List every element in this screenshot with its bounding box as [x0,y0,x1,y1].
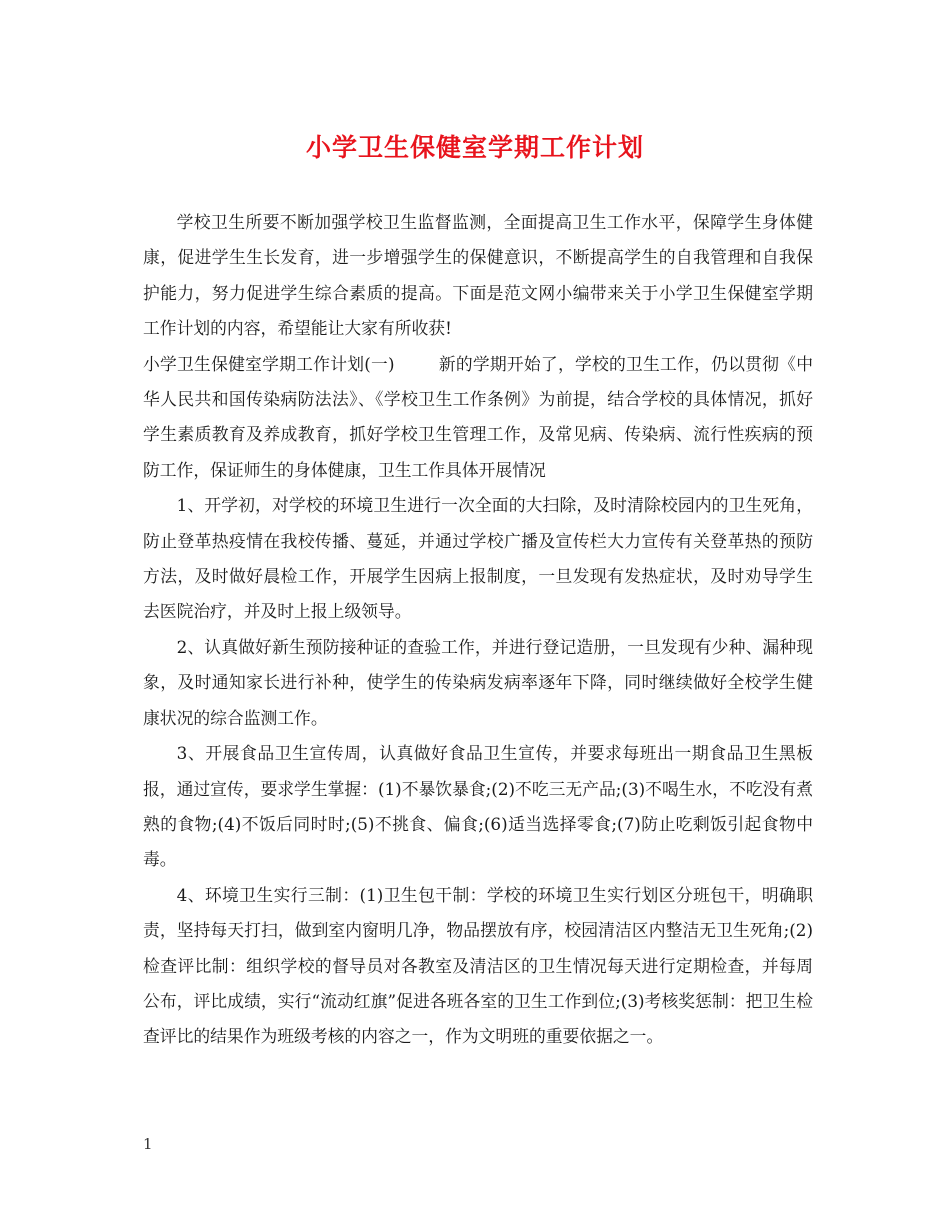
section-heading: 小学卫生保健室学期工作计划(一) [143,353,395,374]
intro-paragraph: 学校卫生所要不断加强学校卫生监督监测，全面提高卫生工作水平，保障学生身体健康，促进学生生长发育，进一步增强学生的保健意识，不断提高学生的自我管理和自我保护能力，努力促进学生综合素质的提高。下面是范文网小编带来关于小学卫生保健室学期工作计划的内容，希望能让大家有所收获! [143,212,813,339]
item-4-paragraph: 4、环境卫生实行三制：(1)卫生包干制：学校的环境卫生实行划区分班包干，明确职责，坚持每天打扫，做到室内窗明几净，物品摆放有序，校园清洁区内整洁无卫生死角;(2)检查评比制：组织学校的督导员对各教室及清洁区的卫生情况每天进行定期检查，并每周公布，评比成绩，实行“流动红旗”促进各班各室的卫生工作到位;(3)考核奖惩制：把卫生检查评比的结果作为班级考核的内容之一，作为文明班的重要依据之一。 [143,884,813,1047]
item-2-paragraph: 2、认真做好新生预防接种证的查验工作，并进行登记造册，一旦发现有少种、漏种现象，及时通知家长进行补种，使学生的传染病发病率逐年下降，同时继续做好全校学生健康状况的综合监测工作。 [143,636,813,728]
item-3-paragraph: 3、开展食品卫生宣传周，认真做好食品卫生宣传，并要求每班出一期食品卫生黑板报，通过宣传，要求学生掌握：(1)不暴饮暴食;(2)不吃三无产品;(3)不喝生水，不吃没有煮熟的食物;(4)不饭后同时时;(5)不挑食、偏食;(6)适当选择零食;(7)防止吃剩饭引起食物中毒。 [143,743,813,870]
item-1-paragraph: 1、开学初，对学校的环境卫生进行一次全面的大扫除，及时清除校园内的卫生死角，防止登革热疫情在我校传播、蔓延，并通过学校广播及宣传栏大力宣传有关登革热的预防方法，及时做好晨检工作，开展学生因病上报制度，一旦发现有发热症状，及时劝导学生去医院治疗，并及时上报上级领导。 [143,495,813,622]
document-body [143,205,813,1055]
page-title: 小学卫生保健室学期工作计划 [305,133,644,162]
page-number: 1 [143,1135,153,1153]
section-paragraph [143,347,813,489]
section-text: 新的学期开始了，学校的卫生工作，仍以贯彻《中华人民共和国传染病防法法》、《学校卫生工作条例》为前提，结合学校的具体情况，抓好学生素质教育及养成教育，抓好学校卫生管理工作，及常见病、传染病、流行性疾病的预防工作，保证师生的身体健康，卫生工作具体开展情况 [143,353,813,480]
